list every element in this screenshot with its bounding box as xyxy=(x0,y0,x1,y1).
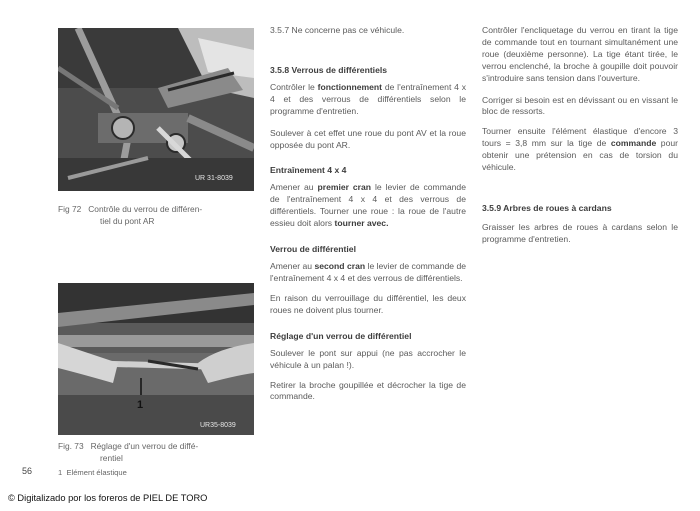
column-right xyxy=(482,25,678,246)
fig73-caption-line1: Fig. 73 Réglage d'un verrou de diffé- xyxy=(58,441,199,451)
fig73-marker: 1 xyxy=(137,399,144,411)
column-middle xyxy=(270,25,466,403)
para-verrou-1-bold: second cran xyxy=(314,261,366,272)
para-right-2: Corriger si besoin est en dévissant ou en vissant le bloc de ressorts. xyxy=(482,94,678,117)
para-reglage-2: Retirer la broche goupillée et décrocher la tige de commande. xyxy=(270,379,466,402)
para-reglage-1: Soulever le pont sur appui (ne pas accrocher le véhicule à un palan !). xyxy=(270,347,466,370)
fig72-caption-line1: Fig 72 Contrôle du verrou de différen- xyxy=(58,204,203,214)
para-verrou-2: En raison du verrouillage du différentiel, les deux roues ne doivent plus tourner. xyxy=(270,292,466,315)
heading-4x4: Entraînement 4 x 4 xyxy=(270,165,347,176)
para-4x4-a: Amener au xyxy=(270,182,314,193)
para-4x4-bold2: tourner avec. xyxy=(334,218,389,229)
fig72-photo-label: UR 31-8039 xyxy=(195,175,233,182)
heading-358: 3.5.8 Verrous de différentiels xyxy=(270,64,388,75)
fig72-photo xyxy=(58,28,254,191)
para-verrou-1 xyxy=(270,261,466,285)
para-4x4-bold1: premier cran xyxy=(317,182,372,193)
para-verrou-1-b: le levier de commande de l'entraînement 4 x 4 et des verrous de différentiels. xyxy=(270,261,466,283)
fig72-caption-line2: tiel du pont AR xyxy=(100,215,155,226)
fig73-photo-label: UR35-8039 xyxy=(200,422,236,429)
fig73-photo xyxy=(58,283,254,435)
para-right-3 xyxy=(482,126,678,174)
para-358-1 xyxy=(270,82,466,118)
heading-359: 3.5.9 Arbres de roues à cardans xyxy=(482,202,612,213)
para-358-2: Soulever à cet effet une roue du pont AV et la roue opposée du pont AR. xyxy=(270,127,466,150)
para-358-1-b: de l'entraînement 4 x 4 et des verrous de différentiels selon le programme d'entretien. xyxy=(270,81,466,116)
para-4x4 xyxy=(270,182,466,230)
para-359: Graisser les arbres de roues à cardans selon le programme d'entretien. xyxy=(482,221,678,244)
para-verrou-1-a: Amener au xyxy=(270,261,313,272)
para-4x4-b: le levier de commande de l'entraînement 4 x 4 et des verrous de différentiels. Tourner une roue : la roue de l'autre essieu doit alors xyxy=(270,182,466,229)
para-right-1: Contrôler l'encliquetage du verrou en tirant la tige de commande tout en tournant simultanément une roue (deuxième personne). La tige étant tirée, le verrou enclenché, la broche à goupille doit pouvoir s'introduire sans tension dans l'ouverture. xyxy=(482,25,678,83)
para-right-3-bold: commande xyxy=(610,138,657,149)
fig73-caption-line2: rentiel xyxy=(100,452,123,463)
section-357: 3.5.7 Ne concerne pas ce véhicule. xyxy=(270,25,405,35)
para-right-3-a: Tourner ensuite l'élément élastique d'encore 3 tours = 3,8 mm sur la tige de xyxy=(482,126,678,149)
heading-verrou: Verrou de différentiel xyxy=(270,244,356,255)
para-358-1-a: Contrôler le xyxy=(270,81,315,92)
figure-legend: 1 Elément élastique xyxy=(58,468,127,477)
fig72-caption xyxy=(58,204,258,228)
para-358-1-bold: fonctionnement xyxy=(317,81,383,92)
para-right-3-b: pour obtenir une prétension en cas de torsion du véhicule. xyxy=(482,138,678,173)
scan-credit: © Digitalizado por los foreros de PIEL DE TORO xyxy=(8,493,208,503)
fig73-caption xyxy=(58,441,258,465)
heading-reglage: Réglage d'un verrou de différentiel xyxy=(270,330,412,341)
page-number: 56 xyxy=(22,466,33,476)
